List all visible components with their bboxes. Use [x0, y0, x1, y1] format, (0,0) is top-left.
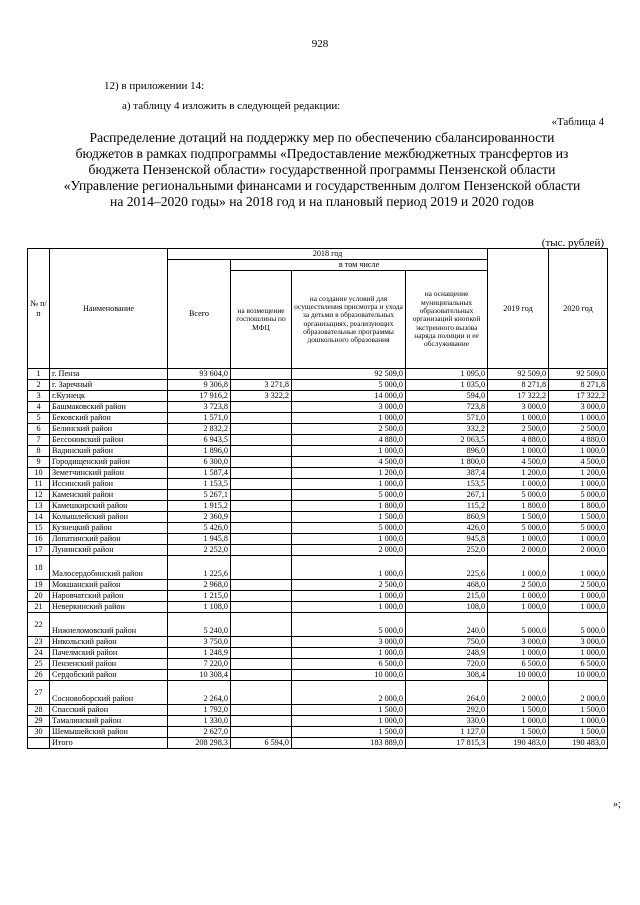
row-fee	[231, 479, 292, 490]
row-2020: 2 500,0	[549, 580, 608, 591]
table-reference: «Таблица 4	[551, 116, 604, 128]
row-preschool: 1 200,0	[292, 468, 406, 479]
row-2019: 2 500,0	[488, 580, 549, 591]
row-total: 2 264,0	[168, 681, 231, 705]
table-row	[28, 727, 608, 738]
row-total: 1 915,2	[168, 501, 231, 512]
row-number: 15	[28, 523, 50, 534]
row-total: 1 945,8	[168, 534, 231, 545]
row-2020: 4 500,0	[549, 457, 608, 468]
row-name: г.Кузнецк	[50, 391, 168, 402]
row-2020: 4 880,0	[549, 435, 608, 446]
row-name: Сосновоборский район	[50, 681, 168, 705]
row-number: 10	[28, 468, 50, 479]
table-row	[28, 501, 608, 512]
row-fee	[231, 446, 292, 457]
row-fee: 3 322,2	[231, 391, 292, 402]
row-total: 5 267,1	[168, 490, 231, 501]
row-equipment: 426,0	[406, 523, 488, 534]
table-row	[28, 446, 608, 457]
row-total: 1 330,0	[168, 716, 231, 727]
row-name: Бековский район	[50, 413, 168, 424]
row-fee	[231, 402, 292, 413]
row-total: 5 426,0	[168, 523, 231, 534]
row-2019: 3 000,0	[488, 637, 549, 648]
row-equipment: 945,8	[406, 534, 488, 545]
row-equipment: 332,2	[406, 424, 488, 435]
table-row	[28, 556, 608, 580]
row-preschool: 2 000,0	[292, 681, 406, 705]
row-equipment: 248,9	[406, 648, 488, 659]
row-number: 30	[28, 727, 50, 738]
row-preschool: 3 000,0	[292, 402, 406, 413]
table-row	[28, 648, 608, 659]
row-preschool: 1 000,0	[292, 602, 406, 613]
table-row	[28, 523, 608, 534]
row-total: 6 300,0	[168, 457, 231, 468]
row-number: 2	[28, 380, 50, 391]
row-number: 4	[28, 402, 50, 413]
subsidy-table	[27, 248, 608, 749]
row-name: г. Пенза	[50, 369, 168, 380]
row-fee	[231, 413, 292, 424]
row-fee	[231, 556, 292, 580]
table-row	[28, 681, 608, 705]
row-2019: 6 500,0	[488, 659, 549, 670]
row-equipment: 153,5	[406, 479, 488, 490]
row-fee	[231, 545, 292, 556]
header-2018: 2018 год	[168, 249, 488, 260]
row-fee	[231, 369, 292, 380]
row-total: 7 220,0	[168, 659, 231, 670]
row-number: 3	[28, 391, 50, 402]
row-preschool: 1 500,0	[292, 512, 406, 523]
row-total: 93 604,0	[168, 369, 231, 380]
row-2019: 1 000,0	[488, 413, 549, 424]
row-total: 1 215,0	[168, 591, 231, 602]
row-equipment: 387,4	[406, 468, 488, 479]
row-equipment: 1 095,0	[406, 369, 488, 380]
row-number: 25	[28, 659, 50, 670]
row-preschool: 1 500,0	[292, 705, 406, 716]
row-number: 9	[28, 457, 50, 468]
row-equipment: 292,0	[406, 705, 488, 716]
row-2019: 5 000,0	[488, 613, 549, 637]
header-total: Всего	[168, 260, 231, 369]
row-2019: 92 509,0	[488, 369, 549, 380]
header-2019: 2019 год	[488, 249, 549, 369]
row-total: 1 108,0	[168, 602, 231, 613]
row-total: 5 240,0	[168, 613, 231, 637]
row-2019: 1 000,0	[488, 446, 549, 457]
row-total: 1 587,4	[168, 468, 231, 479]
row-name: Камешкирский район	[50, 501, 168, 512]
table-row	[28, 490, 608, 501]
row-name: Лунинский район	[50, 545, 168, 556]
row-2019: 2 000,0	[488, 681, 549, 705]
table-row	[28, 659, 608, 670]
row-2019: 1 000,0	[488, 534, 549, 545]
row-2019: 190 483,0	[488, 738, 549, 749]
table-row	[28, 602, 608, 613]
row-total: 3 723,8	[168, 402, 231, 413]
row-fee	[231, 659, 292, 670]
row-number	[28, 738, 50, 749]
row-name: Малосердобинский район	[50, 556, 168, 580]
row-number: 12	[28, 490, 50, 501]
table-row	[28, 716, 608, 727]
row-2019: 10 000,0	[488, 670, 549, 681]
row-equipment: 1 035,0	[406, 380, 488, 391]
row-number: 24	[28, 648, 50, 659]
row-number: 21	[28, 602, 50, 613]
row-preschool: 2 000,0	[292, 545, 406, 556]
header-equipment: на оснащение муниципальных образовательных организаций кнопкой экстренного вызова наряда полиции и ее обслуживание	[406, 271, 488, 369]
row-equipment: 215,0	[406, 591, 488, 602]
row-fee	[231, 670, 292, 681]
row-preschool: 183 889,0	[292, 738, 406, 749]
row-name: Колышлейский район	[50, 512, 168, 523]
row-fee: 6 594,0	[231, 738, 292, 749]
row-name: Тамалинский район	[50, 716, 168, 727]
row-name: Лопатинский район	[50, 534, 168, 545]
row-fee	[231, 705, 292, 716]
row-total: 9 306,8	[168, 380, 231, 391]
row-equipment: 594,0	[406, 391, 488, 402]
table-row	[28, 424, 608, 435]
row-2020: 10 000,0	[549, 670, 608, 681]
row-total: 2 627,0	[168, 727, 231, 738]
row-name: Каменский район	[50, 490, 168, 501]
row-2019: 2 500,0	[488, 424, 549, 435]
table-row	[28, 391, 608, 402]
row-2019: 1 000,0	[488, 602, 549, 613]
row-2019: 8 271,8	[488, 380, 549, 391]
row-equipment: 264,0	[406, 681, 488, 705]
row-2019: 4 880,0	[488, 435, 549, 446]
row-equipment: 860,9	[406, 512, 488, 523]
row-2020: 1 000,0	[549, 602, 608, 613]
row-preschool: 6 500,0	[292, 659, 406, 670]
row-equipment: 1 800,0	[406, 457, 488, 468]
row-number: 22	[28, 613, 50, 637]
row-fee	[231, 468, 292, 479]
table-row	[28, 738, 608, 749]
row-equipment: 267,1	[406, 490, 488, 501]
row-preschool: 1 800,0	[292, 501, 406, 512]
row-2020: 1 200,0	[549, 468, 608, 479]
row-number: 18	[28, 556, 50, 580]
row-preschool: 4 880,0	[292, 435, 406, 446]
table-row	[28, 457, 608, 468]
table-row	[28, 534, 608, 545]
row-2020: 3 000,0	[549, 402, 608, 413]
row-preschool: 1 000,0	[292, 534, 406, 545]
row-fee	[231, 534, 292, 545]
row-2020: 17 322,2	[549, 391, 608, 402]
row-preschool: 3 000,0	[292, 637, 406, 648]
row-equipment: 225,6	[406, 556, 488, 580]
row-equipment: 723,8	[406, 402, 488, 413]
table-row	[28, 705, 608, 716]
row-2020: 6 500,0	[549, 659, 608, 670]
table-row	[28, 580, 608, 591]
row-fee	[231, 602, 292, 613]
row-2020: 1 000,0	[549, 591, 608, 602]
table-row	[28, 479, 608, 490]
row-fee	[231, 580, 292, 591]
row-total: 208 298,3	[168, 738, 231, 749]
row-2019: 1 500,0	[488, 512, 549, 523]
row-preschool: 1 500,0	[292, 727, 406, 738]
table-row	[28, 670, 608, 681]
row-number: 1	[28, 369, 50, 380]
row-equipment: 308,4	[406, 670, 488, 681]
row-2019: 3 000,0	[488, 402, 549, 413]
row-number: 23	[28, 637, 50, 648]
row-total: 2 252,0	[168, 545, 231, 556]
row-2020: 5 000,0	[549, 523, 608, 534]
row-equipment: 240,0	[406, 613, 488, 637]
row-number: 7	[28, 435, 50, 446]
row-equipment: 115,2	[406, 501, 488, 512]
row-preschool: 4 500,0	[292, 457, 406, 468]
row-number: 26	[28, 670, 50, 681]
row-total: 2 968,0	[168, 580, 231, 591]
row-total: 1 248,9	[168, 648, 231, 659]
row-preschool: 1 000,0	[292, 716, 406, 727]
row-2020: 1 500,0	[549, 512, 608, 523]
row-name: Белинский район	[50, 424, 168, 435]
row-total: 1 571,0	[168, 413, 231, 424]
row-equipment: 750,0	[406, 637, 488, 648]
row-equipment: 2 063,5	[406, 435, 488, 446]
row-2020: 1 000,0	[549, 534, 608, 545]
row-2020: 1 000,0	[549, 556, 608, 580]
header-name: Наименование	[50, 249, 168, 369]
row-fee	[231, 523, 292, 534]
row-number: 28	[28, 705, 50, 716]
row-name: Иссинский район	[50, 479, 168, 490]
table-row	[28, 637, 608, 648]
row-equipment: 720,0	[406, 659, 488, 670]
row-name: Пачелмский район	[50, 648, 168, 659]
row-total: 6 943,5	[168, 435, 231, 446]
row-preschool: 92 509,0	[292, 369, 406, 380]
row-total: 2 832,2	[168, 424, 231, 435]
row-name: Никольский район	[50, 637, 168, 648]
row-2020: 2 000,0	[549, 545, 608, 556]
row-name: Городищенский район	[50, 457, 168, 468]
row-2019: 1 000,0	[488, 556, 549, 580]
row-2020: 1 000,0	[549, 479, 608, 490]
row-equipment: 571,0	[406, 413, 488, 424]
row-preschool: 1 000,0	[292, 591, 406, 602]
table-row	[28, 380, 608, 391]
table-row	[28, 468, 608, 479]
row-total: 17 916,2	[168, 391, 231, 402]
row-name: Башмаковский район	[50, 402, 168, 413]
table-row	[28, 512, 608, 523]
row-fee	[231, 591, 292, 602]
row-preschool: 1 000,0	[292, 556, 406, 580]
row-2020: 190 483,0	[549, 738, 608, 749]
row-2019: 5 000,0	[488, 523, 549, 534]
row-name: Мокшанский район	[50, 580, 168, 591]
row-number: 19	[28, 580, 50, 591]
row-2019: 4 500,0	[488, 457, 549, 468]
row-total: 1 896,0	[168, 446, 231, 457]
table-row	[28, 545, 608, 556]
row-fee	[231, 716, 292, 727]
table-row	[28, 402, 608, 413]
row-2019: 1 500,0	[488, 705, 549, 716]
row-name: Сердобский район	[50, 670, 168, 681]
row-2019: 1 000,0	[488, 716, 549, 727]
row-preschool: 1 000,0	[292, 648, 406, 659]
row-2020: 5 000,0	[549, 613, 608, 637]
row-preschool: 5 000,0	[292, 490, 406, 501]
row-preschool: 14 000,0	[292, 391, 406, 402]
row-name: Наровчатский район	[50, 591, 168, 602]
row-name: г. Заречный	[50, 380, 168, 391]
row-2020: 1 000,0	[549, 648, 608, 659]
row-number: 5	[28, 413, 50, 424]
header-preschool: на создание условий для осуществления присмотра и ухода за детьми в образовательных организациях, реализующих образовательные программы дошкольного образования	[292, 271, 406, 369]
row-preschool: 1 000,0	[292, 413, 406, 424]
table-row	[28, 435, 608, 446]
row-2020: 1 500,0	[549, 705, 608, 716]
row-fee	[231, 727, 292, 738]
row-fee	[231, 681, 292, 705]
table-body	[28, 369, 608, 749]
table-row	[28, 369, 608, 380]
row-preschool: 5 000,0	[292, 380, 406, 391]
row-equipment: 1 127,0	[406, 727, 488, 738]
header-fee: на возмещение госпошлины по МФЦ	[231, 271, 292, 369]
row-preschool: 5 000,0	[292, 613, 406, 637]
row-preschool: 5 000,0	[292, 523, 406, 534]
row-preschool: 2 500,0	[292, 424, 406, 435]
row-equipment: 108,0	[406, 602, 488, 613]
row-2020: 5 000,0	[549, 490, 608, 501]
row-number: 16	[28, 534, 50, 545]
table-row	[28, 613, 608, 637]
row-name: Пензенский район	[50, 659, 168, 670]
row-number: 27	[28, 681, 50, 705]
row-fee	[231, 457, 292, 468]
row-2020: 1 800,0	[549, 501, 608, 512]
row-preschool: 2 500,0	[292, 580, 406, 591]
row-2019: 1 800,0	[488, 501, 549, 512]
row-total: 3 750,0	[168, 637, 231, 648]
row-name: Кузнецкий район	[50, 523, 168, 534]
row-2019: 1 000,0	[488, 479, 549, 490]
row-equipment: 468,0	[406, 580, 488, 591]
row-total: 2 360,9	[168, 512, 231, 523]
row-preschool: 1 000,0	[292, 446, 406, 457]
intro-line-1: 12) в приложении 14:	[104, 80, 205, 92]
row-total: 1 792,0	[168, 705, 231, 716]
row-2019: 1 500,0	[488, 727, 549, 738]
row-2019: 5 000,0	[488, 490, 549, 501]
row-equipment: 896,0	[406, 446, 488, 457]
row-2020: 2 500,0	[549, 424, 608, 435]
row-name: Спасский район	[50, 705, 168, 716]
page-number: 928	[311, 38, 329, 50]
row-2020: 1 000,0	[549, 446, 608, 457]
row-preschool: 1 000,0	[292, 479, 406, 490]
row-2019: 17 322,2	[488, 391, 549, 402]
row-total: 10 308,4	[168, 670, 231, 681]
row-2020: 92 509,0	[549, 369, 608, 380]
row-2019: 2 000,0	[488, 545, 549, 556]
document-title: Распределение дотаций на поддержку мер по обеспечению сбалансированности бюджетов в рамках подпрограммы «Предоставление межбюджетных трансфертов из бюджета Пензенской области» государственной программы Пензенской области «Управление региональными финансами и государственным долгом Пензенской области на 2014–2020 годы» на 2018 год и на плановый период 2019 и 2020 годов	[63, 130, 581, 209]
row-name: Земетчинский район	[50, 468, 168, 479]
row-number: 20	[28, 591, 50, 602]
row-fee: 3 271,8	[231, 380, 292, 391]
row-2019: 1 200,0	[488, 468, 549, 479]
row-total: 1 225,6	[168, 556, 231, 580]
row-fee	[231, 648, 292, 659]
units-label: (тыс. рублей)	[541, 237, 604, 249]
header-including: в том числе	[231, 260, 488, 271]
row-number: 8	[28, 446, 50, 457]
row-fee	[231, 613, 292, 637]
row-2020: 2 000,0	[549, 681, 608, 705]
row-fee	[231, 637, 292, 648]
row-equipment: 330,0	[406, 716, 488, 727]
row-number: 6	[28, 424, 50, 435]
row-equipment: 252,0	[406, 545, 488, 556]
row-number: 13	[28, 501, 50, 512]
row-preschool: 10 000,0	[292, 670, 406, 681]
row-fee	[231, 424, 292, 435]
row-number: 17	[28, 545, 50, 556]
header-number: № п/п	[28, 249, 50, 369]
row-name: Нижнеломовский район	[50, 613, 168, 637]
row-name: Вадинский район	[50, 446, 168, 457]
row-2020: 1 500,0	[549, 727, 608, 738]
row-name: Итого	[50, 738, 168, 749]
row-2019: 1 000,0	[488, 648, 549, 659]
row-number: 14	[28, 512, 50, 523]
row-total: 1 153,5	[168, 479, 231, 490]
closing-mark: »;	[613, 799, 621, 810]
row-fee	[231, 501, 292, 512]
row-2020: 1 000,0	[549, 716, 608, 727]
row-2020: 1 000,0	[549, 413, 608, 424]
row-name: Шемышейский район	[50, 727, 168, 738]
row-name: Бессоновский район	[50, 435, 168, 446]
row-2020: 8 271,8	[549, 380, 608, 391]
row-fee	[231, 435, 292, 446]
row-2019: 1 000,0	[488, 591, 549, 602]
table-row	[28, 591, 608, 602]
row-2020: 3 000,0	[549, 637, 608, 648]
row-fee	[231, 490, 292, 501]
row-number: 29	[28, 716, 50, 727]
row-number: 11	[28, 479, 50, 490]
row-equipment: 17 815,3	[406, 738, 488, 749]
header-2020: 2020 год	[549, 249, 608, 369]
row-fee	[231, 512, 292, 523]
row-name: Неверкинский район	[50, 602, 168, 613]
intro-line-2: а) таблицу 4 изложить в следующей редакции:	[122, 100, 341, 112]
table-row	[28, 413, 608, 424]
